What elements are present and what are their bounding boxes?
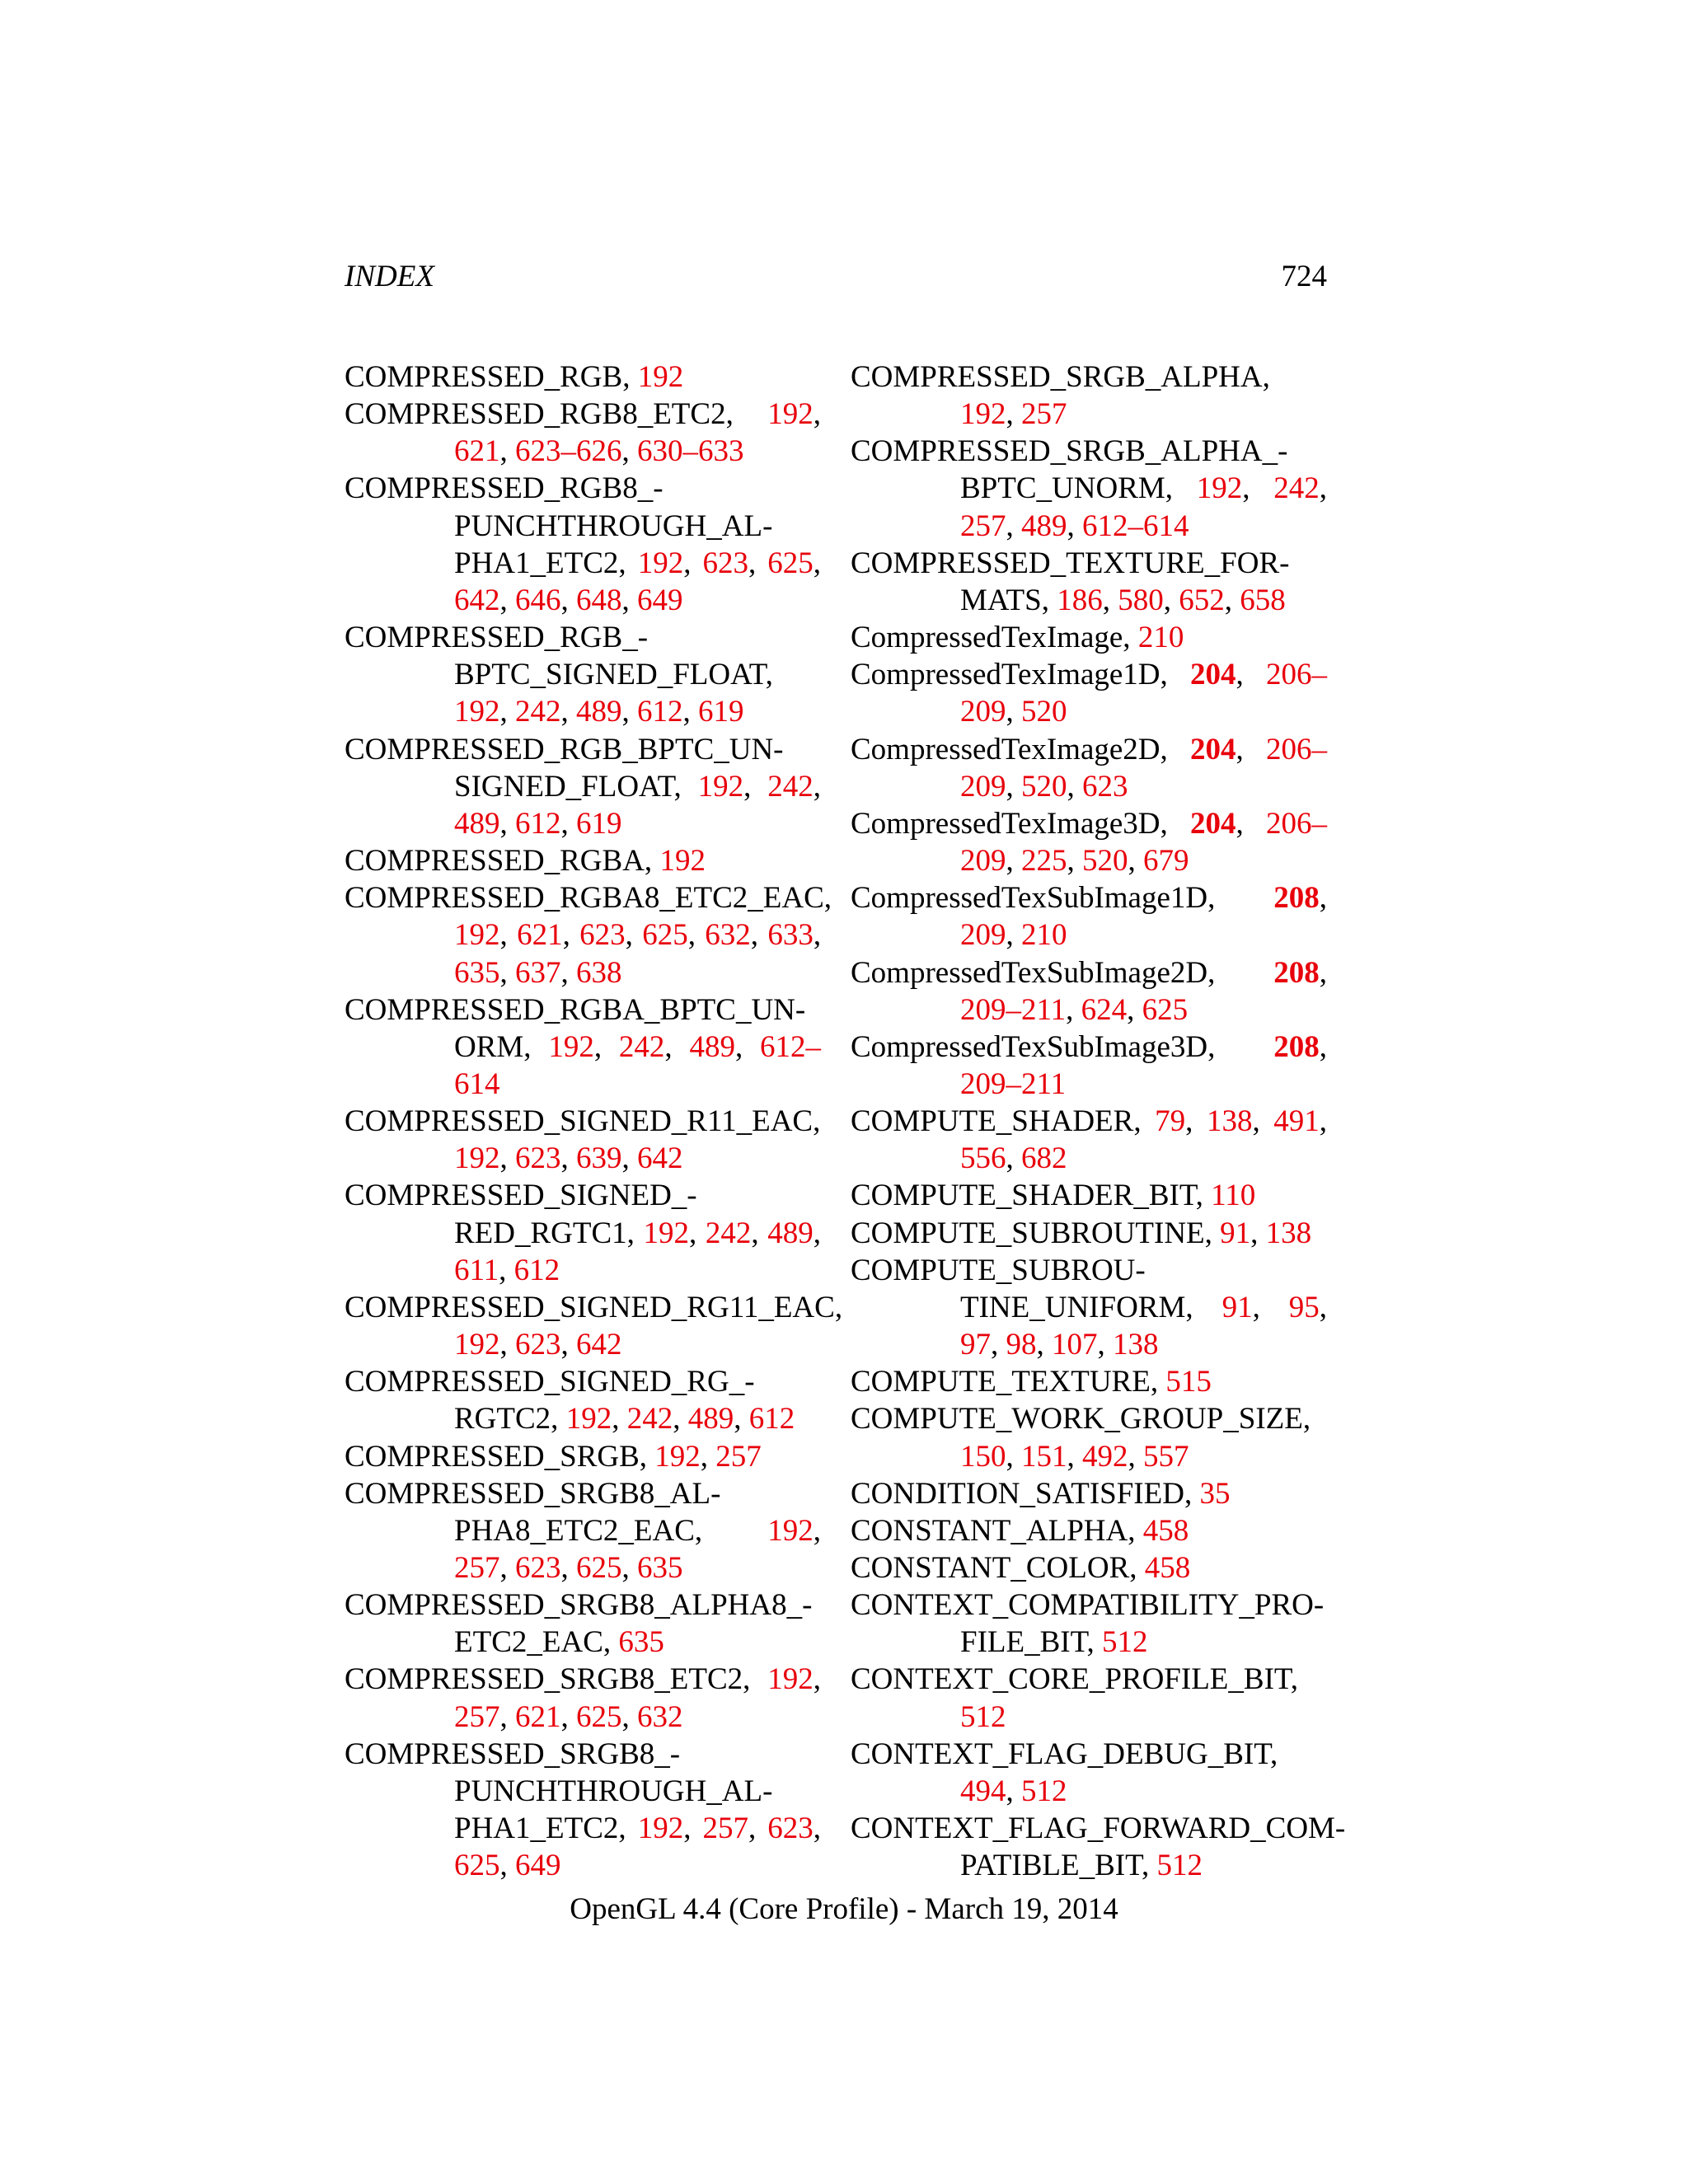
index-term: CONSTANT_COLOR,: [851, 1551, 1137, 1585]
index-term: COMPRESSED_SRGB_ALPHA,: [851, 360, 1270, 394]
page-reference-link[interactable]: 512: [1021, 1774, 1067, 1808]
index-term: COMPRESSED_SRGB8_AL- PHA8_ETC2_EAC,: [345, 1476, 721, 1548]
page-reference-link[interactable]: 242: [767, 769, 814, 804]
index-entry: COMPRESSED_RGBA8_ETC2_EAC, 192, 621, 623, 625, 632, 633, 635, 637, 638: [345, 881, 832, 990]
index-entry: COMPRESSED_SIGNED_RG_- RGTC2, 192, 242, 489, 612: [345, 1365, 795, 1436]
index-term: CONTEXT_FLAG_DEBUG_BIT,: [851, 1736, 1278, 1771]
page-reference-link[interactable]: 98: [1006, 1328, 1037, 1362]
index-column-left: [345, 359, 843, 1884]
page-reference-link[interactable]: 91: [1220, 1216, 1251, 1250]
index-column-right: [851, 359, 1346, 1884]
page-reference-link[interactable]: 242: [626, 1402, 673, 1436]
page-reference-link[interactable]: 97: [960, 1328, 991, 1362]
page-reference-link[interactable]: 192: [454, 918, 500, 953]
page-reference-link[interactable]: 632: [705, 918, 751, 953]
page-reference-link[interactable]: 209–211: [960, 992, 1067, 1027]
page-reference-link[interactable]: 652: [1179, 583, 1225, 617]
page-reference-link[interactable]: 642: [576, 1328, 622, 1362]
index-term: COMPUTE_SUBROU- TINE_UNIFORM,: [851, 1253, 1193, 1324]
page-reference-link[interactable]: 556: [960, 1141, 1006, 1176]
page-reference-link[interactable]: 225: [1021, 844, 1067, 879]
page-reference-link[interactable]: 635: [454, 955, 500, 990]
page-reference-link[interactable]: 192: [659, 844, 706, 879]
page-reference-link[interactable]: 91: [1221, 1290, 1253, 1324]
page-reference-link[interactable]: 623: [515, 1328, 561, 1362]
page-reference-link[interactable]: 635: [637, 1551, 683, 1585]
page-reference-link[interactable]: 520: [1021, 695, 1067, 729]
page-reference-link[interactable]: 209–211: [960, 1066, 1067, 1101]
index-term: CONDITION_SATISFIED,: [851, 1476, 1193, 1511]
page-reference-link[interactable]: 520: [1021, 769, 1067, 804]
page-reference-link[interactable]: 204: [1190, 658, 1236, 692]
index-term: COMPRESSED_SRGB8_ETC2,: [345, 1662, 751, 1697]
page-reference-link[interactable]: 512: [960, 1699, 1006, 1734]
index-entry: COMPRESSED_SRGB8_ETC2, 192, 257, 621, 625, 632: [345, 1662, 821, 1734]
page-reference-link[interactable]: 192: [767, 1662, 814, 1697]
page-reference-link[interactable]: 612–614: [454, 1029, 821, 1101]
index-entry: COMPRESSED_SIGNED_R11_EAC, 192, 623, 639, 642: [345, 1104, 821, 1176]
page-reference-link[interactable]: 649: [637, 583, 683, 617]
page-reference-link[interactable]: 138: [1265, 1216, 1312, 1250]
page-reference-link[interactable]: 192: [697, 769, 744, 804]
page-reference-link[interactable]: 257: [715, 1439, 762, 1474]
page-reference-link[interactable]: 623: [515, 1141, 561, 1176]
index-entry: [851, 1177, 1327, 1214]
page-reference-link[interactable]: 637: [515, 955, 561, 990]
index-term: COMPRESSED_SIGNED_- RED_RGTC1,: [345, 1179, 697, 1250]
index-entry: CompressedTexSubImage1D, 208, 209, 210: [851, 881, 1327, 953]
page-reference-link[interactable]: 242: [705, 1216, 752, 1250]
page-reference-link[interactable]: 206–209: [960, 806, 1327, 879]
page-reference-link[interactable]: 648: [576, 583, 622, 617]
page-reference-link[interactable]: 242: [618, 1029, 665, 1064]
index-term: COMPRESSED_RGB_BPTC_UN- SIGNED_FLOAT,: [345, 732, 784, 804]
index-term: COMPRESSED_SRGB8_- PUNCHTHROUGH_AL- PHA1_ETC2,: [345, 1736, 773, 1846]
page-reference-link[interactable]: 623: [702, 546, 748, 580]
index-term: COMPRESSED_SRGB,: [345, 1439, 648, 1474]
page-reference-link[interactable]: 35: [1199, 1476, 1231, 1511]
page-reference-link[interactable]: 642: [637, 1141, 683, 1176]
page-reference-link[interactable]: 192: [1196, 471, 1243, 506]
page-reference-link[interactable]: 257: [960, 509, 1006, 543]
page-reference-link[interactable]: 489: [767, 1216, 814, 1250]
page-reference-link[interactable]: 107: [1052, 1328, 1098, 1362]
page-reference-link[interactable]: 635: [618, 1625, 664, 1660]
index-term: COMPRESSED_RGB8_ETC2,: [345, 397, 734, 432]
page-reference-link[interactable]: 612: [748, 1402, 795, 1436]
page-reference-link[interactable]: 520: [1082, 844, 1128, 879]
page-reference-link[interactable]: 679: [1143, 844, 1189, 879]
page-reference-link[interactable]: 192: [454, 695, 500, 729]
page-reference-link[interactable]: 512: [1156, 1849, 1203, 1883]
page-reference-link[interactable]: 649: [515, 1849, 561, 1883]
page-reference-link[interactable]: 192: [637, 1811, 684, 1846]
page-reference-link[interactable]: 623: [1082, 769, 1128, 804]
index-entry: COMPRESSED_SRGB_ALPHA_- BPTC_UNORM, 192, 242, 257, 489, 612–614: [851, 434, 1327, 543]
index-term: COMPRESSED_RGB8_- PUNCHTHROUGH_AL- PHA1_ETC2,: [345, 471, 773, 580]
page-reference-link[interactable]: 624: [1081, 992, 1128, 1027]
index-term: CONTEXT_COMPATIBILITY_PRO- FILE_BIT,: [851, 1588, 1325, 1660]
index-entry: COMPRESSED_SRGB8_AL- PHA8_ETC2_EAC, 192, 257, 623, 625, 635: [345, 1476, 821, 1585]
index-entry: [851, 1475, 1327, 1512]
page-reference-link[interactable]: 192: [767, 1513, 814, 1548]
index-term: COMPRESSED_RGB_- BPTC_SIGNED_FLOAT,: [345, 621, 773, 692]
page-reference-link[interactable]: 110: [1211, 1179, 1256, 1213]
index-term: CONSTANT_ALPHA,: [851, 1513, 1136, 1548]
index-term: CompressedTexSubImage2D,: [851, 955, 1216, 990]
page-reference-link[interactable]: 619: [698, 695, 744, 729]
index-entry: COMPRESSED_SIGNED_- RED_RGTC1, 192, 242, 489, 611, 612: [345, 1179, 822, 1287]
page-reference-link[interactable]: 192: [565, 1402, 612, 1436]
page-reference-link[interactable]: 186: [1057, 583, 1103, 617]
index-entry: COMPRESSED_RGBA_BPTC_UN- ORM, 192, 242, 489, 612–614: [345, 992, 821, 1101]
page-reference-link[interactable]: 612–614: [1082, 509, 1189, 543]
page-reference-link[interactable]: 580: [1118, 583, 1164, 617]
page-reference-link[interactable]: 257: [454, 1699, 500, 1734]
index-entry: COMPRESSED_SIGNED_RG11_EAC, 192, 623, 642: [345, 1290, 843, 1362]
index-term: COMPUTE_TEXTURE,: [851, 1365, 1159, 1399]
index-entry: COMPUTE_SUBROUTINE, 91, 138: [851, 1216, 1312, 1250]
index-entry: [851, 1661, 1327, 1735]
page-reference-link[interactable]: 625: [576, 1699, 622, 1734]
page-reference-link[interactable]: 257: [454, 1551, 500, 1585]
page-reference-link[interactable]: 619: [576, 806, 622, 841]
page-reference-link[interactable]: 489: [454, 806, 500, 841]
page-reference-link[interactable]: 612: [637, 695, 683, 729]
page-reference-link[interactable]: 646: [515, 583, 561, 617]
page-footer: OpenGL 4.4 (Core Profile) - March 19, 2014: [570, 1892, 1118, 1926]
index-entry: [851, 1810, 1346, 1884]
page-reference-link[interactable]: 623–626: [515, 434, 622, 469]
index-entry: COMPRESSED_RGB8_ETC2, 192, 621, 623–626, 630–633: [345, 397, 821, 469]
index-term: COMPRESSED_SIGNED_RG11_EAC,: [345, 1290, 843, 1324]
index-entry: CompressedTexImage1D, 204, 206–209, 520: [851, 658, 1327, 729]
index-term: COMPRESSED_SIGNED_RG_- RGTC2,: [345, 1365, 755, 1436]
index-term: CompressedTexImage3D,: [851, 806, 1168, 841]
index-term: COMPRESSED_RGBA,: [345, 844, 653, 879]
index-term: COMPRESSED_RGBA8_ETC2_EAC,: [345, 881, 832, 916]
index-term: COMPRESSED_SIGNED_R11_EAC,: [345, 1104, 821, 1139]
index-term: COMPRESSED_TEXTURE_FOR- MATS,: [851, 546, 1290, 617]
index-term: COMPRESSED_SRGB_ALPHA_- BPTC_UNORM,: [851, 434, 1288, 506]
page-reference-link[interactable]: 208: [1273, 955, 1320, 990]
page-reference-link[interactable]: 192: [960, 397, 1006, 432]
page-reference-link[interactable]: 458: [1144, 1551, 1191, 1585]
page-reference-link[interactable]: 489: [576, 695, 622, 729]
page-reference-link[interactable]: 621: [515, 1699, 561, 1734]
page-reference-link[interactable]: 625: [767, 546, 814, 580]
index-term: CompressedTexImage,: [851, 621, 1131, 655]
index-entry: COMPRESSED_SRGB, 192, 257: [345, 1439, 762, 1474]
page-reference-link[interactable]: 210: [1137, 621, 1184, 655]
index-entry: COMPRESSED_TEXTURE_FOR- MATS, 186, 580, 652, 658: [851, 546, 1290, 617]
index-term: COMPRESSED_RGB,: [345, 360, 631, 394]
page-reference-link[interactable]: 192: [654, 1439, 701, 1474]
page-reference-link[interactable]: 623: [579, 918, 626, 953]
page-reference-link[interactable]: 630–633: [637, 434, 744, 469]
index-entry: COMPRESSED_SRGB_ALPHA, 192, 257: [851, 360, 1270, 432]
page-reference-link[interactable]: 95: [1288, 1290, 1320, 1324]
page-number: 724: [1281, 260, 1327, 293]
page-reference-link[interactable]: 612: [515, 806, 561, 841]
index-entry: [851, 1363, 1327, 1400]
index-entry: CompressedTexImage2D, 204, 206–209, 520, 623: [851, 732, 1327, 804]
page-reference-link[interactable]: 192: [454, 1328, 500, 1362]
page-reference-link[interactable]: 492: [1082, 1439, 1128, 1474]
page-reference-link[interactable]: 489: [689, 1029, 735, 1064]
page-reference-link[interactable]: 489: [1021, 509, 1067, 543]
page-reference-link[interactable]: 612: [513, 1253, 560, 1287]
page-reference-link[interactable]: 242: [515, 695, 561, 729]
page-reference-link[interactable]: 611: [454, 1253, 499, 1287]
page-reference-link[interactable]: 623: [515, 1551, 561, 1585]
page-reference-link[interactable]: 557: [1143, 1439, 1189, 1474]
page-reference-link[interactable]: 642: [454, 583, 500, 617]
page-reference-link[interactable]: 257: [1021, 397, 1067, 432]
page-reference-link[interactable]: 192: [643, 1216, 690, 1250]
page-reference-link[interactable]: 257: [702, 1811, 748, 1846]
page-reference-link[interactable]: 625: [642, 918, 688, 953]
page-reference-link[interactable]: 192: [767, 397, 814, 432]
index-entry: CONTEXT_FLAG_DEBUG_BIT, 494, 512: [851, 1736, 1278, 1808]
page-reference-link[interactable]: 204: [1190, 806, 1236, 841]
page-reference-link[interactable]: 682: [1021, 1141, 1067, 1176]
page-reference-link[interactable]: 208: [1273, 881, 1320, 916]
page-reference-link[interactable]: 639: [576, 1141, 622, 1176]
page-reference-link[interactable]: 150: [960, 1439, 1006, 1474]
page-reference-link[interactable]: 621: [517, 918, 563, 953]
index-entry: [345, 1586, 821, 1661]
page-reference-link[interactable]: 138: [1206, 1104, 1253, 1139]
page-reference-link[interactable]: 623: [767, 1811, 814, 1846]
page-reference-link[interactable]: 625: [454, 1849, 500, 1883]
index-term: COMPUTE_SHADER_BIT,: [851, 1179, 1203, 1213]
page-reference-link[interactable]: 210: [1021, 918, 1067, 953]
index-entry: COMPRESSED_RGB_- BPTC_SIGNED_FLOAT, 192, 242, 489, 612, 619: [345, 621, 773, 729]
index-term: COMPUTE_SUBROUTINE,: [851, 1216, 1212, 1250]
page-reference-link[interactable]: 209: [960, 918, 1006, 953]
page-reference-link[interactable]: 192: [548, 1029, 594, 1064]
index-entry: [345, 842, 821, 879]
index-term: CompressedTexImage2D,: [851, 732, 1168, 766]
page-reference-link[interactable]: 151: [1021, 1439, 1067, 1474]
page-reference-link[interactable]: 204: [1190, 732, 1236, 766]
index-term: CONTEXT_CORE_PROFILE_BIT,: [851, 1662, 1299, 1697]
index-entry: [851, 1586, 1327, 1661]
page-reference-link[interactable]: 625: [576, 1551, 622, 1585]
index-entry: COMPUTE_WORK_GROUP_SIZE, 150, 151, 492, 557: [851, 1402, 1311, 1474]
page-reference-link[interactable]: 489: [687, 1402, 734, 1436]
index-entry: [345, 359, 821, 396]
page-reference-link[interactable]: 192: [637, 360, 684, 394]
page-reference-link[interactable]: 242: [1273, 471, 1320, 506]
index-entry: COMPRESSED_RGB_BPTC_UN- SIGNED_FLOAT, 192, 242, 489, 612, 619: [345, 732, 822, 841]
index-entry: COMPRESSED_SRGB8_- PUNCHTHROUGH_AL- PHA1_ETC2, 192, 257, 623, 625, 649: [345, 1736, 821, 1883]
index-entry: COMPUTE_SUBROU- TINE_UNIFORM, 91, 95, 97, 98, 107, 138: [851, 1253, 1328, 1362]
page-reference-link[interactable]: 512: [1101, 1625, 1148, 1660]
page-reference-link[interactable]: 515: [1165, 1365, 1212, 1399]
index-entry: CompressedTexImage3D, 204, 206–209, 225, 520, 679: [851, 806, 1327, 879]
page-reference-link[interactable]: 491: [1273, 1104, 1320, 1139]
page-reference-link[interactable]: 621: [454, 434, 500, 469]
index-term: CompressedTexImage1D,: [851, 658, 1168, 692]
index-term: COMPRESSED_SRGB8_ALPHA8_- ETC2_EAC,: [345, 1588, 813, 1660]
page-reference-link[interactable]: 192: [454, 1141, 500, 1176]
page-reference-link[interactable]: 208: [1273, 1029, 1320, 1064]
page-reference-link[interactable]: 658: [1240, 583, 1286, 617]
page-reference-link[interactable]: 632: [637, 1699, 683, 1734]
index-term: COMPUTE_SHADER,: [851, 1104, 1142, 1139]
index-entry: [851, 1549, 1327, 1586]
index-entry: [851, 1512, 1327, 1549]
index-term: COMPRESSED_RGBA_BPTC_UN- ORM,: [345, 992, 806, 1064]
page-reference-link[interactable]: 138: [1113, 1328, 1159, 1362]
running-header-section: INDEX: [345, 260, 434, 293]
index-entry: [851, 619, 1327, 656]
index-entry: COMPUTE_SHADER, 79, 138, 491, 556, 682: [851, 1104, 1328, 1176]
page-reference-link[interactable]: 638: [576, 955, 622, 990]
index-term: COMPUTE_WORK_GROUP_SIZE,: [851, 1402, 1311, 1436]
page-reference-link[interactable]: 192: [637, 546, 684, 580]
index-term: CompressedTexSubImage1D,: [851, 881, 1216, 916]
index-entry: CompressedTexSubImage3D, 208, 209–211: [851, 1029, 1327, 1101]
index-term: CONTEXT_FLAG_FORWARD_COM- PATIBLE_BIT,: [851, 1811, 1346, 1883]
index-entry: COMPRESSED_RGB8_- PUNCHTHROUGH_AL- PHA1_ETC2, 192, 623, 625, 642, 646, 648, 649: [345, 471, 821, 617]
page-reference-link[interactable]: 625: [1142, 992, 1189, 1027]
page-reference-link[interactable]: 494: [960, 1774, 1006, 1808]
page-reference-link[interactable]: 206–209: [960, 732, 1327, 804]
index-term: CompressedTexSubImage3D,: [851, 1029, 1216, 1064]
page-reference-link[interactable]: 458: [1142, 1513, 1189, 1548]
page-reference-link[interactable]: 79: [1155, 1104, 1186, 1139]
index-entry: CompressedTexSubImage2D, 208, 209–211, 624, 625: [851, 955, 1327, 1027]
page-reference-link[interactable]: 633: [767, 918, 814, 953]
page-reference-link[interactable]: 206–209: [960, 658, 1327, 729]
